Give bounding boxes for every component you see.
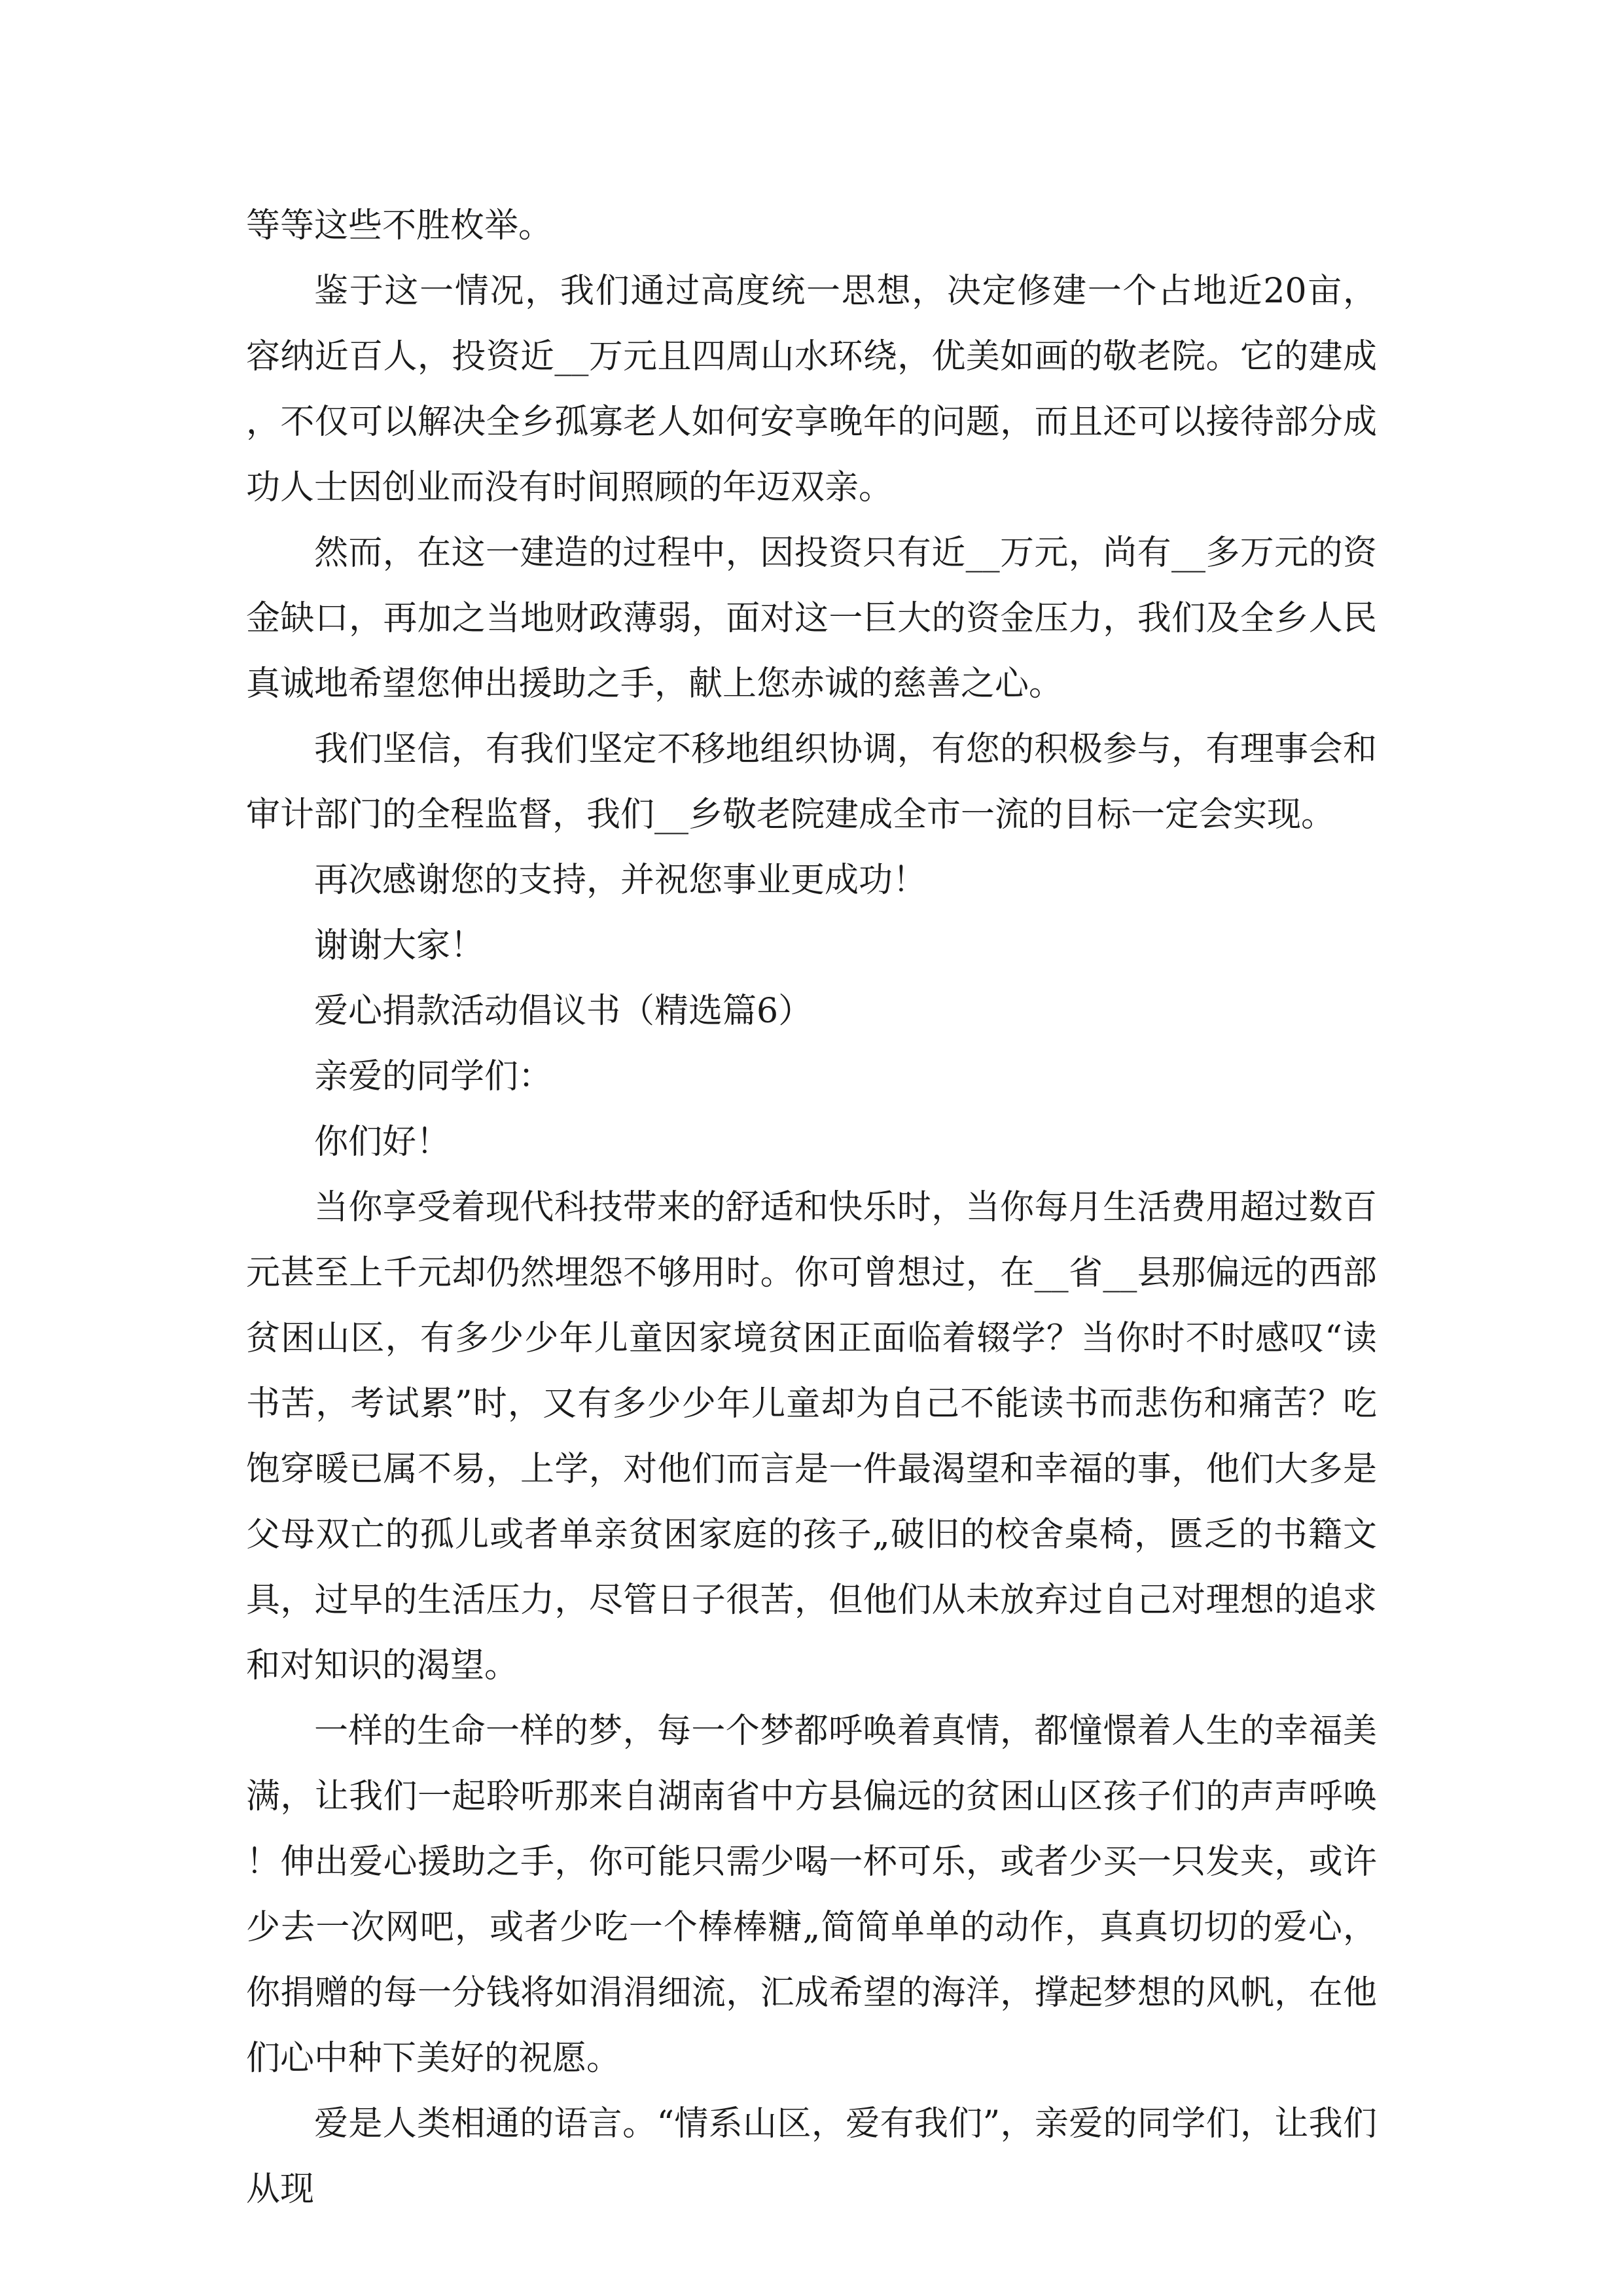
greeting: 你们好！ <box>314 1122 451 1162</box>
paragraph-12: 爱是人类相通的语言。“情系山区，爱有我们”，亲爱的同学们，让我们从现 <box>246 2104 1377 2209</box>
paragraph-6: 谢谢大家！ <box>314 926 485 965</box>
paragraph-1: 等等这些不胜枚举。 <box>246 206 553 245</box>
paragraph-5: 再次感谢您的支持，并祝您事业更成功！ <box>314 861 927 900</box>
paragraph-4: 我们坚信，有我们坚定不移地组织协调，有您的积极参与，有理事会和审计部门的全程监督，我们__乡敬老院建成全市一流的目标一定会实现。 <box>246 730 1377 834</box>
document-body <box>246 193 1377 2222</box>
paragraph-2: 鉴于这一情况，我们通过高度统一思想，决定修建一个占地近20亩，容纳近百人，投资近__万元且四周山水环绕，优美如画的敬老院。它的建成，不仅可以解决全乡孤寡老人如何安享晚年的问题，而且还可以接待部分成功人士因创业而没有时间照顾的年迈双亲。 <box>246 272 1377 507</box>
paragraph-3: 然而，在这一建造的过程中，因投资只有近__万元，尚有__多万元的资金缺口，再加之当地财政薄弱，面对这一巨大的资金压力，我们及全乡人民真诚地希望您伸出援助之手，献上您赤诚的慈善之心。 <box>246 533 1377 704</box>
section-heading: 爱心捐款活动倡议书（精选篇6） <box>314 992 813 1031</box>
salutation: 亲爱的同学们： <box>314 1057 553 1096</box>
paragraph-11: 一样的生命一样的梦，每一个梦都呼唤着真情，都憧憬着人生的幸福美满，让我们一起聆听那来自湖南省中方县偏远的贫困山区孩子们的声声呼唤！伸出爱心援助之手，你可能只需少喝一杯可乐，或者少买一只发夹，或许少去一次网吧，或者少吃一个棒棒糖„简简单单的动作，真真切切的爱心，你捐赠的每一分钱将如涓涓细流，汇成希望的海洋，撑起梦想的风帆，在他们心中种下美好的祝愿。 <box>246 1712 1377 2078</box>
paragraph-10: 当你享受着现代科技带来的舒适和快乐时，当你每月生活费用超过数百元甚至上千元却仍然埋怨不够用时。你可曾想过，在__省__县那偏远的西部贫困山区，有多少少年儿童因家境贫困正面临着辍学？当你时不时感叹“读书苦，考试累”时，又有多少少年儿童却为自己不能读书而悲伤和痛苦？吃饱穿暖已属不易，上学，对他们而言是一件最渴望和幸福的事，他们大多是父母双亡的孤儿或者单亲贫困家庭的孩子„破旧的校舍桌椅，匮乏的书籍文具，过早的生活压力，尽管日子很苦，但他们从未放弃过自己对理想的追求和对知识的渴望。 <box>246 1188 1377 1685</box>
